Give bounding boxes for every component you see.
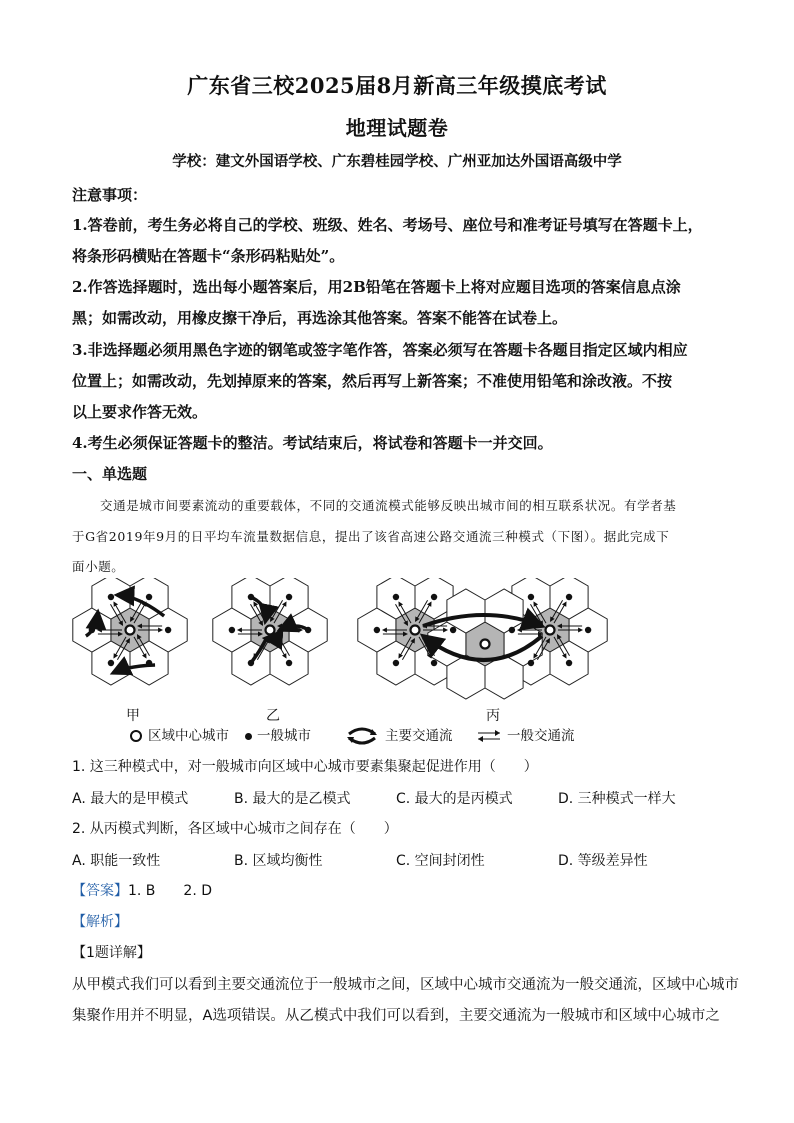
normal-city [165,627,171,633]
center-city [481,640,490,649]
normal-city [528,660,534,666]
legend-main-flow-label: 主要交通流 [385,728,453,744]
notice-line: 以上要求作答无效。 [72,403,208,421]
normal-city [450,627,456,633]
main-flow-icon [345,726,379,746]
question-2-option-d: D. 等级差异性 [558,853,648,869]
answer-value: 1. B 2. D [128,883,212,899]
normal-city [229,627,235,633]
center-city [126,626,135,635]
normal-city [393,660,399,666]
exam-subtitle: 地理试题卷 [345,116,449,140]
legend-normal-flow-label: 一般交通流 [507,728,575,744]
notice-line: 将条形码横贴在答题卡“条形码粘贴处”。 [72,247,345,265]
question-1-stem: 1. 这三种模式中，对一般城市向区域中心城市要素集聚起促进作用（ ） [72,759,538,775]
center-city [546,626,555,635]
passage-line: 交通是城市间要素流动的重要载体，不同的交通流模式能够反映出城市间的相互联系状况。有学者基 [100,498,677,513]
legend-main-flow [345,724,453,746]
question-1-option-d: D. 三种模式一样大 [558,791,676,807]
passage-line: 面小题。 [72,559,125,574]
normal-city [146,594,152,600]
normal-city [585,627,591,633]
normal-city [108,660,114,666]
notice-line: 2.作答选择题时，选出每小题答案后，用2B铅笔在答题卡上将对应题目选项的答案信息点涂 [72,278,681,296]
question-1-option-a: A. 最大的是甲模式 [72,791,189,807]
question-1-option-c: C. 最大的是丙模式 [396,791,513,807]
legend-normal-city-label: 一般城市 [257,728,311,744]
normal-city [374,627,380,633]
normal-city [286,594,292,600]
notice-line: 1.答卷前，考生务必将自己的学校、班级、姓名、考场号、座位号和准考证号填写在答题卡上， [72,216,703,234]
question-2-option-c: C. 空间封闭性 [396,853,485,869]
notice-line: 黑；如需改动，用橡皮擦干净后，再选涂其他答案。答案不能答在试卷上。 [72,309,568,327]
normal-flow-icon [475,729,503,743]
center-city [266,626,275,635]
pattern-label-bing: 丙 [486,708,500,724]
normal-city [566,660,572,666]
notice-line: 3.非选择题必须用黑色字迹的钢笔或签字笔作答，答案必须写在答题卡各题目指定区域内相应 [72,341,688,359]
answer-tag: 【答案】 [72,883,128,899]
normal-city [431,660,437,666]
analysis-tag: 【解析】 [72,914,128,930]
section-heading: 一、单选题 [72,465,148,483]
question-1-option-b: B. 最大的是乙模式 [234,791,351,807]
notice-line: 位置上；如需改动，先划掉原来的答案，然后再写上新答案；不准使用铅笔和涂改液。不按 [72,372,673,390]
school-list: 学校：建文外国语学校、广东碧桂园学校、广州亚加达外国语高级中学 [172,153,622,170]
center-city [411,626,420,635]
legend-normal-city [245,724,311,744]
normal-city [286,660,292,666]
analysis-line: 从甲模式我们可以看到主要交通流位于一般城市之间，区域中心城市交通流为一般交通流，区域中心城市 [72,977,739,993]
center-city-icon [130,730,142,742]
answer-line [72,880,732,900]
question-2-option-a: A. 职能一致性 [72,853,161,869]
legend-normal-flow [475,724,575,744]
normal-city [509,627,515,633]
notice-heading: 注意事项： [72,186,148,204]
normal-city [393,594,399,600]
passage-line: 于G省2019年9月的日平均车流量数据信息，提出了该省高速公路交通流三种模式（下图）。据此完成下 [72,529,670,544]
analysis-tag-line [72,911,732,931]
question-2-stem: 2. 从丙模式判断，各区域中心城市之间存在（ ） [72,821,398,837]
pattern-label-jia: 甲 [126,708,140,724]
exam-title: 广东省三校2025届8月新高三年级摸底考试 [187,73,607,98]
analysis-line: 集聚作用并不明显，A选项错误。从乙模式中我们可以看到，主要交通流为一般城市和区域中心城市之 [72,1008,720,1024]
normal-city [431,594,437,600]
normal-city-icon [245,733,252,740]
traffic-pattern-figure [70,578,710,748]
normal-city [566,594,572,600]
legend-center-city-label: 区域中心城市 [148,728,229,744]
normal-city [108,594,114,600]
analysis-detail-tag: 【1题详解】 [72,945,151,961]
notice-line: 4.考生必须保证答题卡的整洁。考试结束后，将试卷和答题卡一并交回。 [72,434,553,452]
question-2-option-b: B. 区域均衡性 [234,853,323,869]
pattern-label-yi: 乙 [266,708,280,724]
normal-city [528,594,534,600]
legend-center-city [130,724,229,744]
